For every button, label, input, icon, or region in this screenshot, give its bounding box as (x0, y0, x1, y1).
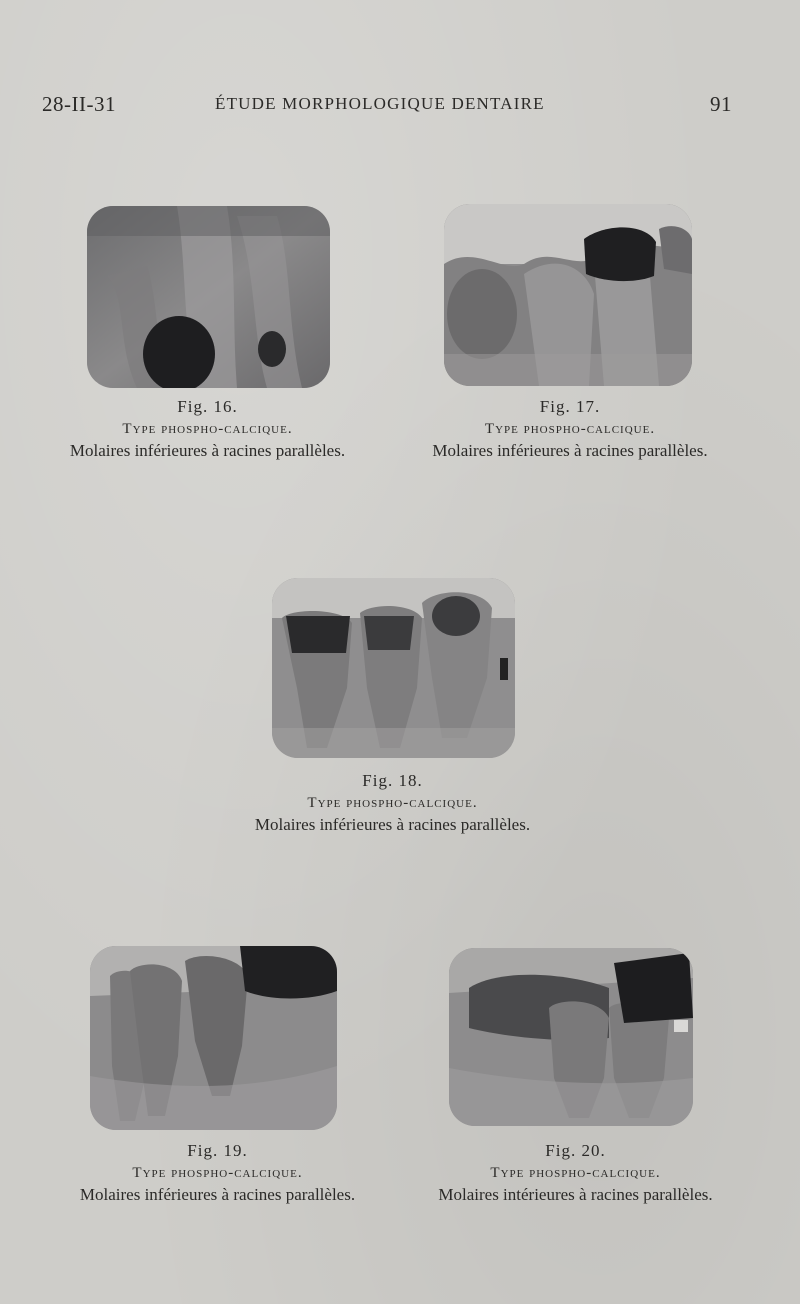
figure-18-number: Fig. 18. (362, 771, 423, 790)
running-head (0, 92, 800, 122)
figure-18-type: Type phospho-calcique. (307, 795, 478, 811)
figure-20-number: Fig. 20. (545, 1141, 606, 1160)
figure-20-caption (388, 1140, 763, 1206)
figure-18-radiograph (272, 578, 515, 758)
figure-20-radiograph (449, 948, 693, 1126)
figure-17-description: Molaires inférieures à racines parallèles. (432, 441, 708, 460)
figure-20-type: Type phospho-calcique. (490, 1165, 661, 1181)
page-number: 91 (710, 92, 732, 116)
figure-18-caption (205, 770, 580, 836)
figure-17-number: Fig. 17. (539, 397, 601, 416)
figure-16-caption (20, 396, 395, 462)
figure-18-description: Molaires inférieures à racines parallèles. (254, 815, 531, 834)
header-date: 28-II-31 (42, 92, 116, 116)
figure-17-type: Type phospho-calcique. (484, 421, 656, 437)
figure-16-number: Fig. 16. (177, 397, 238, 416)
figure-16-description: Molaires inférieures à racines parallèles. (69, 441, 346, 460)
figure-16-radiograph (87, 206, 330, 388)
figure-19-description: Molaires inférieures à racines parallèles. (79, 1185, 356, 1204)
figure-19-caption (30, 1140, 405, 1206)
figure-17-radiograph (444, 204, 692, 386)
figure-16-type: Type phospho-calcique. (122, 421, 293, 437)
header-title: ÉTUDE MORPHOLOGIQUE DENTAIRE (215, 94, 545, 113)
figure-19-type: Type phospho-calcique. (132, 1165, 303, 1181)
figure-19-number: Fig. 19. (187, 1141, 248, 1160)
figure-19-radiograph (90, 946, 337, 1130)
figure-20-description: Molaires intérieures à racines parallèles. (438, 1185, 713, 1204)
figure-17-caption (390, 396, 750, 462)
